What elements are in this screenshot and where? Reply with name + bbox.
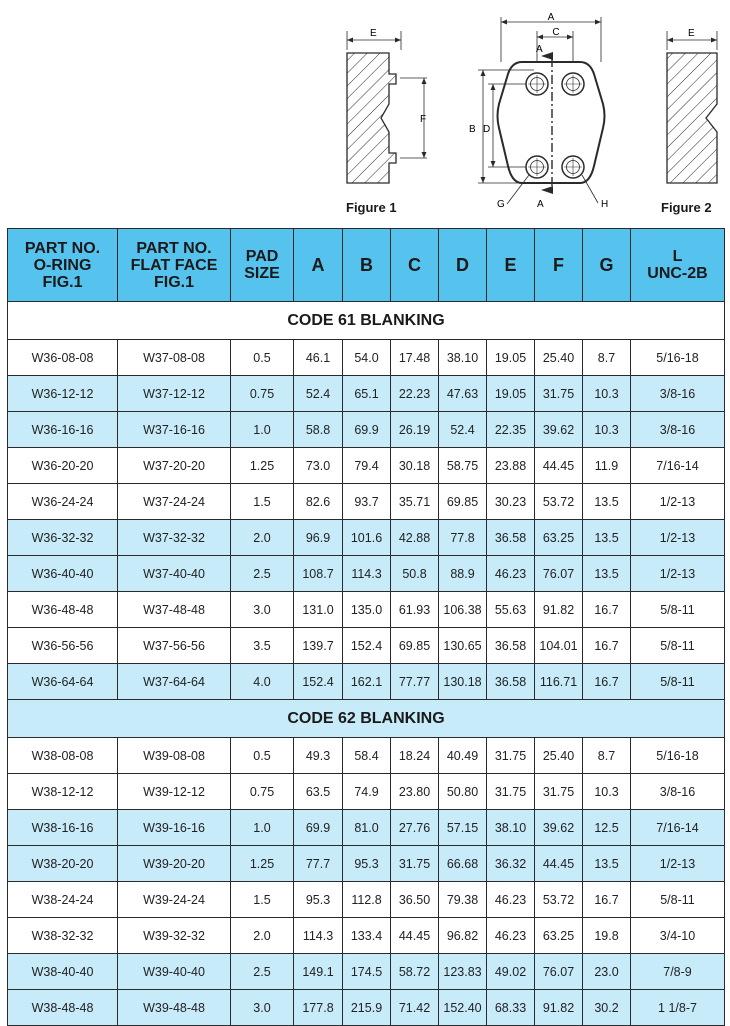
flange-drawing [469, 12, 608, 210]
dim-e-label: E [370, 28, 377, 39]
table-row [8, 846, 725, 882]
table-row [8, 882, 725, 918]
table-cell: 23.80 [391, 774, 439, 810]
table-cell: 69.85 [391, 628, 439, 664]
table-cell: 1.5 [231, 484, 294, 520]
table-cell: 18.24 [391, 738, 439, 774]
column-header [8, 229, 118, 302]
table-cell: W37-32-32 [118, 520, 231, 556]
table-cell: 152.40 [439, 990, 487, 1026]
table-row [8, 628, 725, 664]
table-cell: 39.62 [535, 810, 583, 846]
table-cell: 68.33 [487, 990, 535, 1026]
table-cell: W36-48-48 [8, 592, 118, 628]
table-cell: 77.7 [294, 846, 343, 882]
column-header-line: D [456, 254, 469, 275]
table-cell: 3.0 [231, 592, 294, 628]
table-cell: W36-20-20 [8, 448, 118, 484]
table-cell: 91.82 [535, 592, 583, 628]
table-cell: 133.4 [343, 918, 391, 954]
table-cell: W38-16-16 [8, 810, 118, 846]
table-cell: 11.9 [583, 448, 631, 484]
dim-a-top-label: A [547, 12, 555, 23]
table-cell: 63.25 [535, 520, 583, 556]
table-cell: W37-12-12 [118, 376, 231, 412]
table-cell: 23.88 [487, 448, 535, 484]
table-cell: 57.15 [439, 810, 487, 846]
table-cell: 54.0 [343, 340, 391, 376]
table-cell: W38-48-48 [8, 990, 118, 1026]
table-cell: W39-40-40 [118, 954, 231, 990]
table-row [8, 664, 725, 700]
table-cell: 47.63 [439, 376, 487, 412]
table-cell: 96.9 [294, 520, 343, 556]
table-row [8, 738, 725, 774]
table-cell: 69.9 [294, 810, 343, 846]
table-cell: 112.8 [343, 882, 391, 918]
table-cell: 2.5 [231, 556, 294, 592]
table-cell: 58.4 [343, 738, 391, 774]
table-cell: 46.23 [487, 882, 535, 918]
callout-g-label: G [497, 199, 505, 210]
table-cell: 69.9 [343, 412, 391, 448]
table-cell: 95.3 [294, 882, 343, 918]
table-row [8, 810, 725, 846]
table-cell: 36.32 [487, 846, 535, 882]
table-cell: 0.5 [231, 340, 294, 376]
table-cell: 91.82 [535, 990, 583, 1026]
table-cell: 36.58 [487, 628, 535, 664]
table-cell: 76.07 [535, 954, 583, 990]
table-cell: 162.1 [343, 664, 391, 700]
table-cell: 44.45 [391, 918, 439, 954]
table-row [8, 520, 725, 556]
table-cell: 26.19 [391, 412, 439, 448]
table-cell: 8.7 [583, 340, 631, 376]
table-cell: 13.5 [583, 520, 631, 556]
column-header-line: PART NO. [24, 239, 101, 257]
table-cell: 81.0 [343, 810, 391, 846]
table-row [8, 340, 725, 376]
dim-c-label: C [552, 27, 560, 38]
table-cell: 30.2 [583, 990, 631, 1026]
table-cell: 174.5 [343, 954, 391, 990]
table-cell: 3/4-10 [631, 918, 725, 954]
dim-b-label: B [469, 124, 476, 135]
table-cell: 25.40 [535, 738, 583, 774]
table-cell: 79.4 [343, 448, 391, 484]
column-header-line: E [504, 254, 517, 275]
table-row [8, 954, 725, 990]
table-cell: 3.0 [231, 990, 294, 1026]
table-cell: W36-08-08 [8, 340, 118, 376]
table-cell: 13.5 [583, 556, 631, 592]
table-cell: 19.05 [487, 340, 535, 376]
table-cell: 5/16-18 [631, 340, 725, 376]
table-cell: 77.8 [439, 520, 487, 556]
table-cell: 7/16-14 [631, 810, 725, 846]
table-cell: W39-08-08 [118, 738, 231, 774]
table-cell: 36.50 [391, 882, 439, 918]
table-cell: 77.77 [391, 664, 439, 700]
table-cell: 44.45 [535, 846, 583, 882]
callout-h-label: H [601, 199, 609, 210]
table-cell: 123.83 [439, 954, 487, 990]
table-cell: 7/8-9 [631, 954, 725, 990]
column-header-line: A [311, 254, 325, 275]
table-cell: 114.3 [294, 918, 343, 954]
table-cell: 2.5 [231, 954, 294, 990]
header-row [8, 229, 725, 302]
section-title: CODE 62 BLANKING [8, 700, 725, 738]
table-cell: W38-24-24 [8, 882, 118, 918]
column-header [439, 229, 487, 302]
table-cell: 88.9 [439, 556, 487, 592]
column-header [343, 229, 391, 302]
table-cell: 0.75 [231, 774, 294, 810]
table-cell: 65.1 [343, 376, 391, 412]
table-cell: 3/8-16 [631, 376, 725, 412]
table-cell: 36.58 [487, 664, 535, 700]
table-cell: 19.05 [487, 376, 535, 412]
table-cell: 42.88 [391, 520, 439, 556]
table-cell: 82.6 [294, 484, 343, 520]
table-cell: 139.7 [294, 628, 343, 664]
table-cell: 31.75 [535, 376, 583, 412]
table-cell: 25.40 [535, 340, 583, 376]
table-cell: 58.75 [439, 448, 487, 484]
figure-1-drawing [347, 28, 427, 183]
table-cell: 96.82 [439, 918, 487, 954]
table-cell: 40.49 [439, 738, 487, 774]
table-cell: 30.23 [487, 484, 535, 520]
table-cell: 39.62 [535, 412, 583, 448]
table-cell: 35.71 [391, 484, 439, 520]
technical-figures [0, 0, 730, 228]
fig2-dim-e-label: E [688, 28, 695, 39]
table-cell: 36.58 [487, 520, 535, 556]
figure-2-caption: Figure 2 [661, 200, 712, 215]
column-header-line: G [599, 254, 614, 275]
table-cell: 1 1/8-7 [631, 990, 725, 1026]
section-a-bottom-label: A [537, 199, 544, 210]
table-cell: 71.42 [391, 990, 439, 1026]
column-header-line: FLAT FACE [130, 256, 218, 274]
table-cell: 16.7 [583, 628, 631, 664]
table-cell: 52.4 [439, 412, 487, 448]
table-cell: 1.25 [231, 846, 294, 882]
table-cell: 10.3 [583, 376, 631, 412]
column-header-line: PART NO. [136, 239, 212, 257]
column-header [487, 229, 535, 302]
table-cell: 152.4 [343, 628, 391, 664]
table-cell: W39-16-16 [118, 810, 231, 846]
column-header-line: F [553, 254, 564, 275]
column-header-line: C [408, 254, 421, 275]
table-cell: 55.63 [487, 592, 535, 628]
table-cell: 31.75 [535, 774, 583, 810]
table-cell: 5/8-11 [631, 882, 725, 918]
table-cell: W39-24-24 [118, 882, 231, 918]
table-cell: 116.71 [535, 664, 583, 700]
table-cell: 0.5 [231, 738, 294, 774]
table-cell: 30.18 [391, 448, 439, 484]
table-row [8, 448, 725, 484]
table-cell: 215.9 [343, 990, 391, 1026]
table-cell: 22.35 [487, 412, 535, 448]
table-cell: 63.25 [535, 918, 583, 954]
column-header-line: UNC-2B [647, 265, 708, 282]
table-cell: W37-16-16 [118, 412, 231, 448]
table-cell: W37-08-08 [118, 340, 231, 376]
table-cell: 12.5 [583, 810, 631, 846]
column-header [118, 229, 231, 302]
table-cell: 46.23 [487, 918, 535, 954]
table-cell: 61.93 [391, 592, 439, 628]
column-header-line: FIG.1 [153, 273, 194, 291]
table-cell: 22.23 [391, 376, 439, 412]
figure-1-caption: Figure 1 [346, 200, 397, 215]
table-cell: W37-56-56 [118, 628, 231, 664]
table-cell: W39-12-12 [118, 774, 231, 810]
table-cell: W36-56-56 [8, 628, 118, 664]
table-cell: W36-64-64 [8, 664, 118, 700]
table-cell: 1.0 [231, 412, 294, 448]
table-cell: 46.23 [487, 556, 535, 592]
table-cell: W39-48-48 [118, 990, 231, 1026]
table-cell: 130.65 [439, 628, 487, 664]
table-cell: W36-12-12 [8, 376, 118, 412]
section-title: CODE 61 BLANKING [8, 302, 725, 340]
table-cell: 8.7 [583, 738, 631, 774]
table-cell: 74.9 [343, 774, 391, 810]
figure-2-drawing [667, 28, 717, 183]
table-cell: 53.72 [535, 484, 583, 520]
table-cell: W38-12-12 [8, 774, 118, 810]
table-cell: 3/8-16 [631, 774, 725, 810]
table-cell: 50.80 [439, 774, 487, 810]
table-cell: 31.75 [487, 738, 535, 774]
table-cell: 49.3 [294, 738, 343, 774]
table-cell: 135.0 [343, 592, 391, 628]
column-header-line: B [360, 254, 373, 275]
section-row [8, 700, 725, 738]
table-cell: 101.6 [343, 520, 391, 556]
blanking-specs-table [7, 228, 725, 1026]
table-cell: 16.7 [583, 882, 631, 918]
table-cell: 5/8-11 [631, 628, 725, 664]
table-cell: 52.4 [294, 376, 343, 412]
table-cell: 1/2-13 [631, 520, 725, 556]
dim-f-label: F [420, 114, 427, 125]
table-cell: 1.5 [231, 882, 294, 918]
table-cell: 0.75 [231, 376, 294, 412]
table-cell: W39-32-32 [118, 918, 231, 954]
table-cell: W36-16-16 [8, 412, 118, 448]
table-cell: W38-20-20 [8, 846, 118, 882]
table-cell: W38-32-32 [8, 918, 118, 954]
column-header [231, 229, 294, 302]
table-cell: W37-40-40 [118, 556, 231, 592]
table-cell: 53.72 [535, 882, 583, 918]
table-cell: 10.3 [583, 774, 631, 810]
table-cell: 95.3 [343, 846, 391, 882]
table-row [8, 376, 725, 412]
table-cell: 5/16-18 [631, 738, 725, 774]
table-cell: 4.0 [231, 664, 294, 700]
table-row [8, 592, 725, 628]
table-cell: 1/2-13 [631, 846, 725, 882]
column-header-line: SIZE [244, 265, 280, 282]
section-row [8, 302, 725, 340]
table-cell: 38.10 [487, 810, 535, 846]
table-cell: 1.25 [231, 448, 294, 484]
table-cell: 73.0 [294, 448, 343, 484]
table-cell: 7/16-14 [631, 448, 725, 484]
table-cell: W37-48-48 [118, 592, 231, 628]
table-row [8, 484, 725, 520]
table-cell: 13.5 [583, 846, 631, 882]
table-cell: 63.5 [294, 774, 343, 810]
table-cell: 5/8-11 [631, 592, 725, 628]
table-cell: 108.7 [294, 556, 343, 592]
section-a-top-label: A [536, 44, 543, 55]
column-header [535, 229, 583, 302]
table-cell: 2.0 [231, 918, 294, 954]
table-cell: 2.0 [231, 520, 294, 556]
table-cell: W38-08-08 [8, 738, 118, 774]
table-cell: W38-40-40 [8, 954, 118, 990]
table-cell: 104.01 [535, 628, 583, 664]
table-row [8, 918, 725, 954]
table-cell: 3.5 [231, 628, 294, 664]
table-cell: 16.7 [583, 592, 631, 628]
table-cell: W36-24-24 [8, 484, 118, 520]
table-cell: 50.8 [391, 556, 439, 592]
table-cell: 58.72 [391, 954, 439, 990]
table-row [8, 412, 725, 448]
table-cell: 46.1 [294, 340, 343, 376]
table-cell: 177.8 [294, 990, 343, 1026]
table-cell: 130.18 [439, 664, 487, 700]
table-cell: W37-20-20 [118, 448, 231, 484]
table-cell: 106.38 [439, 592, 487, 628]
table-cell: 27.76 [391, 810, 439, 846]
table-cell: 44.45 [535, 448, 583, 484]
column-header [631, 229, 725, 302]
column-header [294, 229, 343, 302]
table-row [8, 556, 725, 592]
column-header-line: FIG.1 [42, 273, 83, 291]
drawing-canvas [0, 0, 730, 228]
table-cell: W39-20-20 [118, 846, 231, 882]
table-cell: 69.85 [439, 484, 487, 520]
table-cell: 131.0 [294, 592, 343, 628]
table-cell: 58.8 [294, 412, 343, 448]
table-cell: 10.3 [583, 412, 631, 448]
table-body [8, 302, 725, 1026]
table-cell: 93.7 [343, 484, 391, 520]
table-cell: 152.4 [294, 664, 343, 700]
table-row [8, 990, 725, 1026]
column-header-line: PAD [245, 248, 279, 265]
column-header-line: O-RING [33, 256, 92, 274]
table-cell: 23.0 [583, 954, 631, 990]
table-cell: 13.5 [583, 484, 631, 520]
dim-d-label: D [483, 124, 491, 135]
table-header [8, 229, 725, 302]
table-cell: W36-40-40 [8, 556, 118, 592]
column-header [391, 229, 439, 302]
table-cell: 1/2-13 [631, 556, 725, 592]
table-cell: 31.75 [391, 846, 439, 882]
table-cell: 16.7 [583, 664, 631, 700]
table-cell: 49.02 [487, 954, 535, 990]
column-header-line: L [672, 248, 683, 265]
table-cell: 66.68 [439, 846, 487, 882]
table-cell: 114.3 [343, 556, 391, 592]
table-cell: 1/2-13 [631, 484, 725, 520]
table-cell: W36-32-32 [8, 520, 118, 556]
column-header [583, 229, 631, 302]
table-row [8, 774, 725, 810]
table-cell: 38.10 [439, 340, 487, 376]
table-cell: 79.38 [439, 882, 487, 918]
table-cell: 76.07 [535, 556, 583, 592]
table-cell: W37-64-64 [118, 664, 231, 700]
table-cell: 149.1 [294, 954, 343, 990]
table-cell: 3/8-16 [631, 412, 725, 448]
table-cell: 5/8-11 [631, 664, 725, 700]
table-cell: 1.0 [231, 810, 294, 846]
table-cell: 19.8 [583, 918, 631, 954]
table-cell: W37-24-24 [118, 484, 231, 520]
table-cell: 17.48 [391, 340, 439, 376]
table-cell: 31.75 [487, 774, 535, 810]
